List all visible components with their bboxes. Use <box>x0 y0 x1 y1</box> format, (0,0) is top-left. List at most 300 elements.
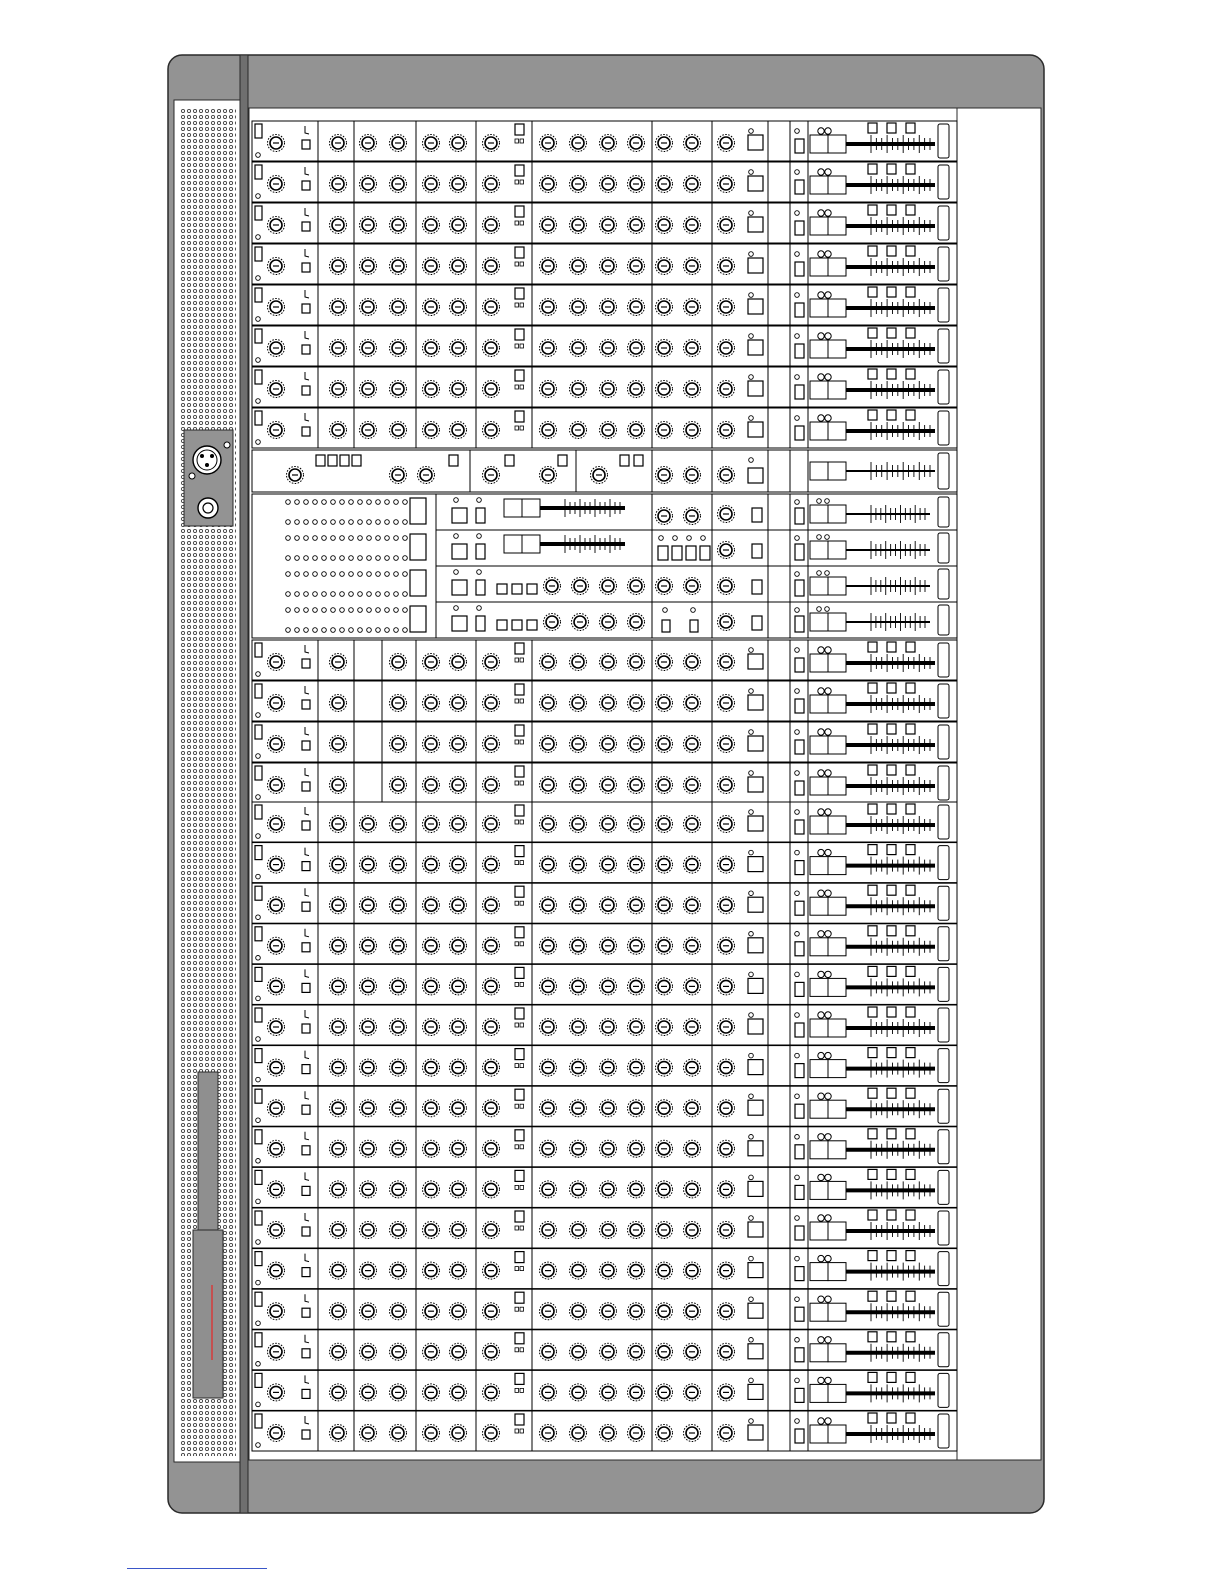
push-button-icon <box>868 845 877 855</box>
push-button-icon <box>497 584 507 594</box>
push-button-icon <box>558 455 567 466</box>
push-button-icon <box>302 1308 310 1317</box>
led-icon <box>454 606 459 611</box>
push-button-icon <box>302 741 310 750</box>
led-icon <box>322 572 327 577</box>
led-icon <box>286 520 291 525</box>
led-icon <box>749 1094 754 1099</box>
push-button-icon <box>515 967 524 978</box>
push-button-icon <box>795 942 804 956</box>
push-button-icon <box>515 886 524 897</box>
led-icon <box>394 556 399 561</box>
led-icon <box>403 500 408 505</box>
stereo-input-strip <box>252 640 957 680</box>
push-button-icon <box>476 580 485 595</box>
push-button-icon <box>868 1413 877 1423</box>
input-strip <box>252 1411 957 1451</box>
push-button-icon <box>906 205 915 215</box>
led-icon <box>385 572 390 577</box>
push-button-icon <box>868 1372 877 1382</box>
push-button-icon <box>906 328 915 338</box>
push-button-icon <box>302 304 310 313</box>
push-button-icon <box>906 1251 915 1261</box>
push-button-icon <box>515 1008 524 1019</box>
led-icon <box>367 592 372 597</box>
led-icon <box>403 520 408 525</box>
led-icon <box>256 754 261 759</box>
push-button-icon <box>476 544 485 559</box>
led-icon <box>795 1053 800 1058</box>
led-icon <box>385 608 390 613</box>
push-button-icon <box>887 885 896 895</box>
push-button-icon <box>476 508 485 523</box>
led-icon <box>340 536 345 541</box>
push-button-icon <box>748 1303 763 1318</box>
push-button-icon <box>748 695 763 710</box>
push-button-icon <box>748 1019 763 1034</box>
led-icon <box>403 556 408 561</box>
push-button-icon <box>748 1181 763 1196</box>
input-strip <box>252 1249 957 1289</box>
led-icon <box>795 891 800 896</box>
push-button-icon <box>795 426 804 440</box>
push-button-icon <box>302 1389 310 1398</box>
led-icon <box>795 252 800 257</box>
push-button-icon <box>515 846 524 857</box>
led-icon <box>825 499 830 504</box>
push-button-icon <box>255 288 262 302</box>
push-button-icon <box>255 766 262 780</box>
led-icon <box>385 628 390 633</box>
led-icon <box>795 1175 800 1180</box>
push-button-icon <box>255 1170 262 1184</box>
push-button-icon <box>255 206 262 220</box>
push-button-icon <box>868 369 877 379</box>
push-button-icon <box>795 544 804 560</box>
push-button-icon <box>452 580 467 595</box>
push-button-icon <box>497 620 507 630</box>
push-button-icon <box>868 328 877 338</box>
push-button-icon <box>255 1292 262 1306</box>
push-button-icon <box>515 1170 524 1181</box>
led-icon <box>304 592 309 597</box>
push-button-icon <box>887 1088 896 1098</box>
push-button-icon <box>868 287 877 297</box>
led-icon <box>295 556 300 561</box>
led-icon <box>367 520 372 525</box>
led-icon <box>795 572 800 577</box>
led-icon <box>663 608 668 613</box>
push-button-icon <box>887 1251 896 1261</box>
push-button-icon <box>662 620 670 632</box>
led-icon <box>256 440 261 445</box>
led-icon <box>749 1013 754 1018</box>
push-button-icon <box>887 683 896 693</box>
push-button-icon <box>868 1007 877 1017</box>
push-button-icon <box>795 1064 804 1078</box>
push-button-icon <box>748 938 763 953</box>
push-button-icon <box>868 1088 877 1098</box>
push-button-icon <box>795 262 804 276</box>
led-icon <box>322 628 327 633</box>
led-icon <box>691 608 696 613</box>
push-button-icon <box>302 140 310 149</box>
led-icon <box>286 572 291 577</box>
push-button-icon <box>302 181 310 190</box>
led-icon <box>795 648 800 653</box>
push-button-icon <box>302 1430 310 1439</box>
push-button-icon <box>302 345 310 354</box>
led-icon <box>795 416 800 421</box>
push-button-icon <box>887 328 896 338</box>
led-icon <box>286 628 291 633</box>
push-button-icon <box>748 176 763 191</box>
led-icon <box>367 572 372 577</box>
led-icon <box>256 1159 261 1164</box>
led-icon <box>795 1297 800 1302</box>
push-button-icon <box>795 1023 804 1037</box>
push-button-icon <box>906 966 915 976</box>
push-button-icon <box>302 1227 310 1236</box>
push-button-icon <box>515 766 524 777</box>
led-icon <box>349 500 354 505</box>
push-button-icon <box>748 340 763 355</box>
push-button-icon <box>302 1024 310 1033</box>
push-button-icon <box>795 303 804 317</box>
led-icon <box>749 129 754 134</box>
push-button-icon <box>255 725 262 739</box>
push-button-icon <box>906 246 915 256</box>
push-button-icon <box>686 546 696 560</box>
push-button-icon <box>795 508 804 524</box>
push-button-icon <box>672 546 682 560</box>
led-icon <box>795 293 800 298</box>
push-button-icon <box>887 287 896 297</box>
push-button-icon <box>795 580 804 596</box>
led-icon <box>256 317 261 322</box>
push-button-icon <box>795 1388 804 1402</box>
led-icon <box>331 592 336 597</box>
input-strip <box>252 924 957 964</box>
led-icon <box>403 572 408 577</box>
push-button-icon <box>748 897 763 912</box>
push-button-icon <box>748 1222 763 1237</box>
push-button-icon <box>255 886 262 900</box>
led-icon <box>256 1362 261 1367</box>
stereo-input-strip <box>252 722 957 762</box>
led-icon <box>256 956 261 961</box>
led-icon <box>256 795 261 800</box>
push-button-icon <box>868 1129 877 1139</box>
led-icon <box>376 500 381 505</box>
push-button-icon <box>887 804 896 814</box>
push-button-icon <box>302 1105 310 1114</box>
led-icon <box>256 1077 261 1082</box>
push-button-icon <box>255 1211 262 1225</box>
led-icon <box>687 536 692 541</box>
led-icon <box>749 1135 754 1140</box>
push-button-icon <box>887 164 896 174</box>
push-button-icon <box>868 804 877 814</box>
push-button-icon <box>410 498 426 524</box>
led-icon <box>749 252 754 257</box>
push-button-icon <box>515 684 524 695</box>
led-icon <box>394 628 399 633</box>
led-icon <box>477 570 482 575</box>
push-button-icon <box>515 329 524 340</box>
master-section <box>252 450 957 638</box>
led-icon <box>477 534 482 539</box>
push-button-icon <box>748 217 763 232</box>
led-icon <box>313 536 318 541</box>
led-icon <box>256 1240 261 1245</box>
push-button-icon <box>906 410 915 420</box>
push-button-icon <box>515 1049 524 1060</box>
push-button-icon <box>255 1252 262 1266</box>
push-button-icon <box>452 508 467 523</box>
led-icon <box>358 608 363 613</box>
push-button-icon <box>887 642 896 652</box>
led-icon <box>295 520 300 525</box>
push-button-icon <box>906 369 915 379</box>
push-button-icon <box>515 206 524 217</box>
push-button-icon <box>887 246 896 256</box>
led-icon <box>358 500 363 505</box>
push-button-icon <box>255 329 262 343</box>
led-icon <box>376 556 381 561</box>
led-icon <box>340 500 345 505</box>
push-button-icon <box>700 546 710 560</box>
led-icon <box>749 972 754 977</box>
push-button-icon <box>752 544 762 558</box>
led-icon <box>403 608 408 613</box>
push-button-icon <box>302 263 310 272</box>
input-strip <box>252 964 957 1004</box>
push-button-icon <box>887 1129 896 1139</box>
led-icon <box>256 153 261 158</box>
push-button-icon <box>255 1333 262 1347</box>
push-button-icon <box>255 1414 262 1428</box>
led-icon <box>331 536 336 541</box>
led-icon <box>817 535 822 540</box>
push-button-icon <box>795 1307 804 1321</box>
led-icon <box>367 628 372 633</box>
push-button-icon <box>340 455 349 466</box>
push-button-icon <box>410 534 426 560</box>
led-icon <box>256 834 261 839</box>
led-icon <box>749 810 754 815</box>
led-icon <box>749 771 754 776</box>
push-button-icon <box>795 1226 804 1240</box>
push-button-icon <box>255 967 262 981</box>
led-icon <box>749 211 754 216</box>
led-icon <box>256 1402 261 1407</box>
push-button-icon <box>255 846 262 860</box>
led-icon <box>376 628 381 633</box>
led-icon <box>795 1135 800 1140</box>
led-icon <box>313 608 318 613</box>
led-icon <box>795 850 800 855</box>
input-strip <box>252 1005 957 1045</box>
led-icon <box>349 556 354 561</box>
push-button-icon <box>887 1413 896 1423</box>
led-icon <box>331 608 336 613</box>
push-button-icon <box>515 1333 524 1344</box>
led-icon <box>376 536 381 541</box>
push-button-icon <box>748 654 763 669</box>
led-icon <box>322 500 327 505</box>
push-button-icon <box>887 845 896 855</box>
led-icon <box>749 932 754 937</box>
led-icon <box>340 628 345 633</box>
headphone-jack-icon <box>198 498 218 518</box>
push-button-icon <box>255 1008 262 1022</box>
led-icon <box>403 592 408 597</box>
led-icon <box>256 874 261 879</box>
side-divider <box>240 55 248 1513</box>
led-icon <box>394 592 399 597</box>
push-button-icon <box>302 782 310 791</box>
led-icon <box>349 628 354 633</box>
push-button-icon <box>748 1060 763 1075</box>
push-button-icon <box>906 845 915 855</box>
led-icon <box>256 358 261 363</box>
led-icon <box>749 170 754 175</box>
push-button-icon <box>906 885 915 895</box>
push-button-icon <box>887 1291 896 1301</box>
push-button-icon <box>515 124 524 135</box>
input-strip <box>252 162 957 202</box>
channel-strips <box>252 121 957 1451</box>
led-icon <box>304 628 309 633</box>
push-button-icon <box>868 1291 877 1301</box>
led-icon <box>313 556 318 561</box>
led-icon <box>367 500 372 505</box>
push-button-icon <box>748 1100 763 1115</box>
led-icon <box>795 211 800 216</box>
push-button-icon <box>748 381 763 396</box>
push-button-icon <box>352 455 361 466</box>
push-button-icon <box>906 804 915 814</box>
push-button-icon <box>302 821 310 830</box>
push-button-icon <box>316 455 325 466</box>
push-button-icon <box>505 455 514 466</box>
push-button-icon <box>795 1104 804 1118</box>
led-icon <box>454 570 459 575</box>
push-button-icon <box>795 344 804 358</box>
push-button-icon <box>795 699 804 713</box>
push-button-icon <box>255 165 262 179</box>
push-button-icon <box>255 684 262 698</box>
led-icon <box>304 500 309 505</box>
input-strip <box>252 1086 957 1126</box>
push-button-icon <box>302 1186 310 1195</box>
led-icon <box>349 592 354 597</box>
push-button-icon <box>748 1384 763 1399</box>
push-button-icon <box>515 805 524 816</box>
push-button-icon <box>795 982 804 996</box>
led-icon <box>322 556 327 561</box>
led-icon <box>477 606 482 611</box>
led-icon <box>295 500 300 505</box>
led-icon <box>295 536 300 541</box>
push-button-icon <box>302 983 310 992</box>
input-strip <box>252 244 957 284</box>
led-icon <box>749 1175 754 1180</box>
led-icon <box>795 689 800 694</box>
led-icon <box>454 498 459 503</box>
led-icon <box>256 1321 261 1326</box>
led-icon <box>749 334 754 339</box>
led-icon <box>349 572 354 577</box>
push-button-icon <box>476 616 485 631</box>
push-button-icon <box>410 606 426 632</box>
push-button-icon <box>906 1048 915 1058</box>
push-button-icon <box>906 1210 915 1220</box>
input-strip <box>252 121 957 161</box>
led-icon <box>825 535 830 540</box>
push-button-icon <box>748 736 763 751</box>
push-button-icon <box>328 455 337 466</box>
input-strip <box>252 326 957 366</box>
push-button-icon <box>906 1332 915 1342</box>
push-button-icon <box>752 580 762 594</box>
push-button-icon <box>302 1146 310 1155</box>
push-button-icon <box>748 1141 763 1156</box>
led-icon <box>749 293 754 298</box>
led-icon <box>749 648 754 653</box>
push-button-icon <box>887 123 896 133</box>
push-button-icon <box>795 1145 804 1159</box>
push-button-icon <box>887 724 896 734</box>
push-button-icon <box>748 857 763 872</box>
led-icon <box>376 592 381 597</box>
push-button-icon <box>452 616 467 631</box>
led-icon <box>286 592 291 597</box>
led-icon <box>749 1256 754 1261</box>
led-icon <box>795 1419 800 1424</box>
push-button-icon <box>868 966 877 976</box>
connector-plate <box>184 430 233 526</box>
push-button-icon <box>748 468 763 483</box>
input-strip <box>252 367 957 407</box>
led-icon <box>349 536 354 541</box>
push-button-icon <box>515 725 524 736</box>
led-icon <box>385 536 390 541</box>
push-button-icon <box>255 1089 262 1103</box>
led-icon <box>749 416 754 421</box>
push-button-icon <box>868 926 877 936</box>
push-button-icon <box>795 740 804 754</box>
push-button-icon <box>302 943 310 952</box>
push-button-icon <box>752 508 762 522</box>
push-button-icon <box>512 620 522 630</box>
led-icon <box>358 536 363 541</box>
led-icon <box>394 536 399 541</box>
push-button-icon <box>887 205 896 215</box>
push-button-icon <box>255 1130 262 1144</box>
push-button-icon <box>452 544 467 559</box>
led-icon <box>394 608 399 613</box>
push-button-icon <box>906 765 915 775</box>
led-icon <box>304 608 309 613</box>
push-button-icon <box>302 427 310 436</box>
push-button-icon <box>868 885 877 895</box>
led-icon <box>349 520 354 525</box>
led-icon <box>349 608 354 613</box>
led-icon <box>256 672 261 677</box>
push-button-icon <box>302 1065 310 1074</box>
